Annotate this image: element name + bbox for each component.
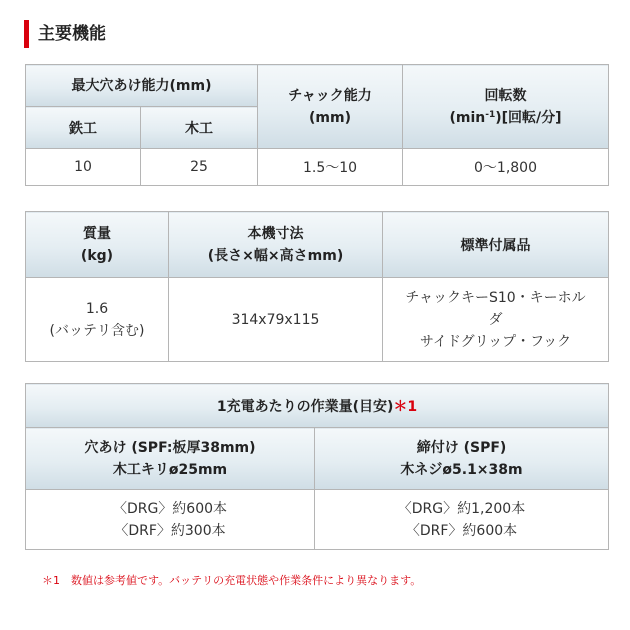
steel-header: 鉄工 <box>26 107 141 149</box>
section-title: 主要機能 <box>38 24 106 44</box>
wood-header: 木工 <box>141 107 258 149</box>
work-per-charge-header: 1充電あたりの作業量(目安)＊1 <box>26 384 609 428</box>
fastening-value: 〈DRG〉約1,200本 〈DRF〉約600本 <box>315 490 609 550</box>
drilling-value: 〈DRG〉約600本 〈DRF〉約300本 <box>26 490 315 550</box>
mass-value: 1.6 (バッテリ含む) <box>26 278 169 362</box>
rpm-header: 回転数 $(\min^{-1})$[回転/分] <box>403 65 609 149</box>
spec-table-capacity <box>25 64 609 186</box>
chuck-header: チャック能力 (mm) <box>258 65 403 149</box>
dimensions-header: 本機寸法 (長さ×幅×高さmm) <box>169 212 383 278</box>
accessories-header: 標準付属品 <box>383 212 609 278</box>
max-hole-header: 最大穴あけ能力(mm) <box>26 65 258 107</box>
drilling-header: 穴あけ (SPF:板厚38mm) 木工キリø25mm <box>26 428 315 490</box>
footnote: ＊1 数値は参考値です。バッテリの充電状態や作業条件により異なります。 <box>42 574 422 587</box>
accessories-value: チャックキーS10・キーホル ダ サイドグリップ・フック <box>383 278 609 362</box>
footnote-mark: ＊1 <box>393 398 418 415</box>
title-accent-bar <box>24 20 29 48</box>
fastening-header: 締付け (SPF) 木ネジø5.1×38m <box>315 428 609 490</box>
chuck-value: 1.5〜10 <box>258 149 403 186</box>
steel-value: 10 <box>26 149 141 186</box>
dimensions-value: 314x79x115 <box>169 278 383 362</box>
mass-header: 質量 (kg) <box>26 212 169 278</box>
spec-table-work-per-charge <box>25 383 609 550</box>
wood-value: 25 <box>141 149 258 186</box>
rpm-value: 0〜1,800 <box>403 149 609 186</box>
spec-table-dimensions <box>25 211 609 362</box>
